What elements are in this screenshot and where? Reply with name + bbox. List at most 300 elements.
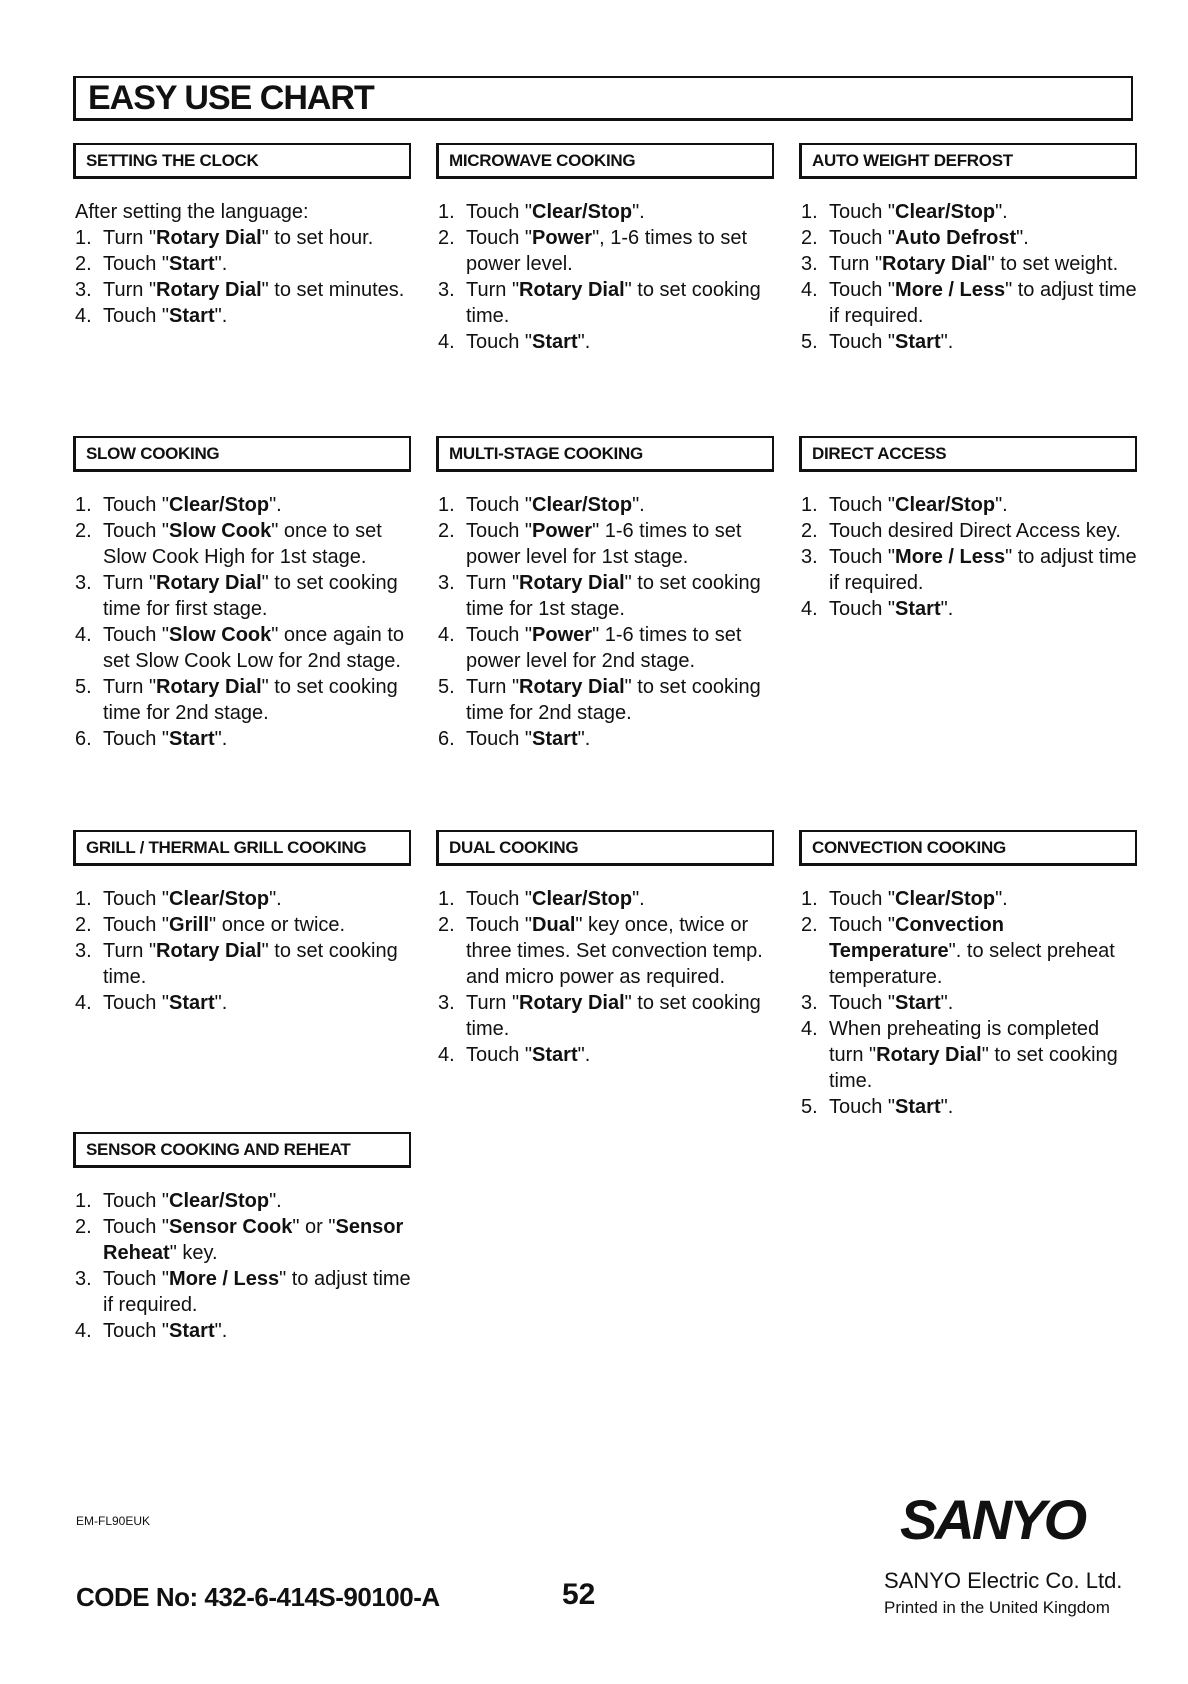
step-text-part: Touch "	[466, 888, 533, 910]
step-number: 3.	[75, 940, 92, 962]
step-text	[829, 544, 1137, 596]
step-text	[466, 674, 774, 726]
section-steps	[73, 886, 411, 1016]
step-text-part: ".	[214, 1320, 228, 1342]
step-text-part: When preheating is completed turn "	[829, 1018, 1100, 1066]
step-text	[466, 726, 774, 752]
key-name: Sensor Reheat	[103, 1216, 404, 1264]
step-text-part: ".	[632, 201, 645, 223]
step-number: 2.	[438, 914, 455, 936]
step-text	[466, 518, 774, 570]
step-text-part: Touch "	[103, 1268, 170, 1290]
step-text-part: Touch "	[829, 279, 896, 301]
step-item	[801, 886, 1137, 912]
step-text	[103, 570, 411, 622]
section	[73, 143, 411, 329]
step-item	[801, 912, 1137, 990]
key-name: Clear/Stop	[895, 201, 996, 223]
key-name: Rotary Dial	[519, 279, 625, 301]
step-item	[75, 492, 411, 518]
step-text	[466, 277, 774, 329]
key-name: Rotary Dial	[156, 572, 262, 594]
section-steps	[799, 199, 1137, 355]
step-text-part: ".	[577, 728, 591, 750]
step-number: 2.	[801, 914, 818, 936]
step-text-part: Touch "	[466, 624, 533, 646]
step-text	[829, 199, 1137, 225]
step-text-part: Touch "	[103, 624, 170, 646]
step-text-part: Touch "	[829, 494, 896, 516]
step-text-part: " to adjust time if required.	[829, 279, 1137, 327]
step-text-part: Touch "	[466, 227, 533, 249]
step-text-part: Touch "	[829, 598, 896, 620]
step-text	[103, 492, 411, 518]
step-text-part: " to set cooking time for 1st stage.	[466, 572, 761, 620]
key-name: Rotary Dial	[156, 676, 262, 698]
step-item	[75, 1214, 411, 1266]
step-item	[75, 1188, 411, 1214]
step-item	[438, 329, 774, 355]
step-item	[438, 726, 774, 752]
key-name: Clear/Stop	[169, 494, 270, 516]
step-text-part: Touch "	[103, 1320, 170, 1342]
step-text	[103, 674, 411, 726]
section	[436, 143, 774, 355]
step-text-part: ".	[269, 1190, 282, 1212]
step-number: 3.	[801, 546, 818, 568]
step-item	[75, 726, 411, 752]
step-text	[103, 225, 411, 251]
step-text-part: ".	[577, 331, 591, 353]
step-text-part: " to set cooking time.	[466, 992, 761, 1040]
step-text-part: " to set cooking time.	[103, 940, 398, 988]
step-text-part: ", 1-6 times to set power level.	[466, 227, 747, 275]
step-text-part: " to set cooking time for 2nd stage.	[466, 676, 761, 724]
section	[799, 436, 1137, 622]
step-text	[466, 886, 774, 912]
step-item	[801, 251, 1137, 277]
step-text	[103, 303, 411, 329]
key-name: Grill	[169, 914, 210, 936]
key-name: Rotary Dial	[156, 940, 262, 962]
step-number: 2.	[75, 520, 92, 542]
step-text-part: " to set hour.	[261, 227, 374, 249]
step-number: 3.	[801, 253, 818, 275]
section-steps	[436, 199, 774, 355]
step-text-part: Touch "	[103, 888, 170, 910]
key-name: Rotary Dial	[519, 572, 625, 594]
step-item	[801, 544, 1137, 596]
step-number: 1.	[801, 201, 818, 223]
step-text-part: Touch "	[103, 1190, 170, 1212]
key-name: Power	[532, 520, 593, 542]
step-item	[75, 303, 411, 329]
step-text-part: Touch "	[466, 520, 533, 542]
step-item	[438, 199, 774, 225]
step-text	[829, 912, 1137, 990]
step-text-part: ".	[214, 728, 228, 750]
step-item	[801, 199, 1137, 225]
step-text	[829, 1094, 1137, 1120]
step-text-part: " or "	[292, 1216, 336, 1238]
step-text	[829, 990, 1137, 1016]
key-name: Start	[169, 728, 215, 750]
step-number: 5.	[75, 676, 92, 698]
step-text-part: ".	[1016, 227, 1029, 249]
section-heading: SLOW COOKING	[73, 436, 411, 472]
key-name: Clear/Stop	[532, 888, 633, 910]
key-name: More / Less	[895, 279, 1006, 301]
step-item	[801, 329, 1137, 355]
key-name: Start	[532, 331, 578, 353]
step-item	[75, 251, 411, 277]
sanyo-logo: SANYO	[900, 1488, 1085, 1551]
step-text-part: ".	[632, 888, 645, 910]
step-number: 4.	[75, 992, 92, 1014]
step-item	[75, 674, 411, 726]
step-text-part: Touch "	[466, 494, 533, 516]
key-name: Slow Cook	[169, 520, 272, 542]
step-text	[103, 1214, 411, 1266]
step-number: 4.	[801, 1018, 818, 1040]
step-text	[103, 990, 411, 1016]
key-name: Rotary Dial	[882, 253, 988, 275]
step-number: 2.	[801, 227, 818, 249]
key-name: Slow Cook	[169, 624, 272, 646]
step-number: 1.	[75, 227, 92, 249]
step-text-part: " key.	[169, 1242, 218, 1264]
key-name: Rotary Dial	[519, 992, 625, 1014]
step-number: 2.	[75, 253, 92, 275]
step-text-part: " key once, twice or three times. Set convection temp. and micro power as required.	[466, 914, 763, 988]
key-name: Sensor Cook	[169, 1216, 293, 1238]
step-number: 4.	[438, 331, 455, 353]
key-name: Power	[532, 227, 593, 249]
section	[73, 1132, 411, 1344]
step-text	[103, 251, 411, 277]
step-number: 5.	[801, 1096, 818, 1118]
key-name: Start	[169, 1320, 215, 1342]
step-number: 4.	[438, 624, 455, 646]
step-text	[103, 886, 411, 912]
step-text-part: Touch "	[829, 331, 896, 353]
step-item	[801, 277, 1137, 329]
step-number: 3.	[438, 572, 455, 594]
section	[436, 436, 774, 752]
step-text-part: ".	[995, 494, 1008, 516]
step-text-part: Turn "	[103, 676, 157, 698]
step-text-part: Turn "	[466, 572, 520, 594]
step-number: 1.	[801, 888, 818, 910]
section-heading: DIRECT ACCESS	[799, 436, 1137, 472]
step-text-part: Touch "	[829, 914, 896, 936]
key-name: More / Less	[169, 1268, 280, 1290]
step-item	[438, 886, 774, 912]
step-text	[466, 225, 774, 277]
step-text-part: Turn "	[466, 279, 520, 301]
step-text	[103, 622, 411, 674]
key-name: Start	[169, 253, 215, 275]
step-item	[75, 225, 411, 251]
step-number: 4.	[801, 279, 818, 301]
step-text-part: " to adjust time if required.	[103, 1268, 411, 1316]
step-text	[829, 886, 1137, 912]
key-name: Clear/Stop	[895, 888, 996, 910]
step-item	[801, 596, 1137, 622]
key-name: Start	[895, 331, 941, 353]
step-number: 3.	[438, 992, 455, 1014]
step-text-part: Touch "	[103, 305, 170, 327]
model-number: EM-FL90EUK	[76, 1514, 151, 1528]
step-number: 3.	[75, 1268, 92, 1290]
step-text	[103, 938, 411, 990]
step-number: 4.	[801, 598, 818, 620]
section-steps	[799, 886, 1137, 1120]
step-text-part: Touch "	[103, 253, 170, 275]
key-name: Clear/Stop	[169, 888, 270, 910]
step-text-part: " once again to set Slow Cook Low for 2nd stage.	[103, 624, 405, 672]
step-text-part: Touch "	[829, 992, 896, 1014]
step-text	[466, 329, 774, 355]
step-text	[103, 1318, 411, 1344]
section-heading: MICROWAVE COOKING	[436, 143, 774, 179]
section	[73, 830, 411, 1016]
step-text	[466, 1042, 774, 1068]
key-name: Rotary Dial	[156, 227, 262, 249]
step-number: 3.	[75, 279, 92, 301]
step-item	[75, 277, 411, 303]
title-box	[73, 76, 1133, 121]
step-text-part: Touch "	[466, 914, 533, 936]
step-number: 1.	[801, 494, 818, 516]
step-item	[438, 518, 774, 570]
section-heading: SETTING THE CLOCK	[73, 143, 411, 179]
step-text-part: Turn "	[829, 253, 883, 275]
page-number: 52	[562, 1578, 596, 1611]
key-name: Start	[895, 1096, 941, 1118]
step-number: 3.	[438, 279, 455, 301]
step-text	[466, 990, 774, 1042]
step-item	[438, 990, 774, 1042]
step-text-part: ".	[214, 253, 228, 275]
step-text-part: Touch "	[829, 546, 896, 568]
step-text	[103, 277, 411, 303]
key-name: Start	[895, 598, 941, 620]
step-text-part: ".	[940, 1096, 954, 1118]
step-text-part: Touch "	[829, 1096, 896, 1118]
step-number: 1.	[438, 201, 455, 223]
step-text	[829, 518, 1137, 544]
section	[73, 436, 411, 752]
step-item	[801, 225, 1137, 251]
key-name: Dual	[532, 914, 576, 936]
key-name: Clear/Stop	[895, 494, 996, 516]
step-text-part: Touch "	[829, 201, 896, 223]
step-number: 6.	[438, 728, 455, 750]
step-text	[466, 199, 774, 225]
step-text-part: " 1-6 times to set power level for 1st stage.	[466, 520, 742, 568]
step-item	[75, 1318, 411, 1344]
step-number: 5.	[801, 331, 818, 353]
step-text-part: Turn "	[103, 572, 157, 594]
step-text-part: Touch "	[466, 1044, 533, 1066]
step-text-part: Turn "	[103, 940, 157, 962]
step-text-part: ".	[632, 494, 645, 516]
step-item	[438, 492, 774, 518]
printed-location: Printed in the United Kingdom	[884, 1598, 1110, 1617]
step-text	[466, 492, 774, 518]
section-steps	[73, 492, 411, 752]
step-text	[466, 570, 774, 622]
key-name: Rotary Dial	[156, 279, 262, 301]
step-item	[75, 622, 411, 674]
step-text	[103, 1188, 411, 1214]
key-name: Start	[895, 992, 941, 1014]
section-steps	[73, 1188, 411, 1344]
step-number: 1.	[438, 494, 455, 516]
step-text-part: Turn "	[103, 279, 157, 301]
section-heading: DUAL COOKING	[436, 830, 774, 866]
step-text	[829, 225, 1137, 251]
key-name: Auto Defrost	[895, 227, 1017, 249]
step-text-part: ".	[269, 494, 282, 516]
step-text-part: ".	[577, 1044, 591, 1066]
step-text-part: ".	[214, 305, 228, 327]
step-item	[801, 1094, 1137, 1120]
step-text-part: Touch "	[103, 1216, 170, 1238]
step-text	[466, 912, 774, 990]
key-name: Rotary Dial	[876, 1044, 982, 1066]
section-heading: SENSOR COOKING AND REHEAT	[73, 1132, 411, 1168]
step-item	[438, 570, 774, 622]
step-text-part: Touch "	[829, 227, 896, 249]
step-text-part: Turn "	[466, 676, 520, 698]
page-title: EASY USE CHART	[88, 79, 374, 117]
step-number: 2.	[438, 520, 455, 542]
step-text-part: ".	[269, 888, 282, 910]
step-text-part: Touch desired Direct Access key.	[829, 520, 1121, 542]
step-number: 6.	[75, 728, 92, 750]
step-text	[829, 277, 1137, 329]
key-name: Clear/Stop	[169, 1190, 270, 1212]
step-item	[75, 938, 411, 990]
step-text-part: Touch "	[103, 914, 170, 936]
step-item	[438, 622, 774, 674]
section-steps	[73, 199, 411, 329]
step-number: 1.	[75, 1190, 92, 1212]
section-heading: GRILL / THERMAL GRILL COOKING	[73, 830, 411, 866]
step-text	[829, 251, 1137, 277]
section-heading: CONVECTION COOKING	[799, 830, 1137, 866]
step-text	[829, 329, 1137, 355]
key-name: Clear/Stop	[532, 201, 633, 223]
step-number: 2.	[438, 227, 455, 249]
key-name: More / Less	[895, 546, 1006, 568]
step-text-part: " to set cooking time.	[829, 1044, 1118, 1092]
section-steps	[436, 492, 774, 752]
step-text-part: ".	[995, 888, 1008, 910]
step-item	[75, 518, 411, 570]
key-name: Convection Temperature	[829, 914, 1004, 962]
step-number: 4.	[75, 624, 92, 646]
key-name: Start	[169, 992, 215, 1014]
step-item	[75, 570, 411, 622]
section-steps	[436, 886, 774, 1068]
step-text-part: Touch "	[103, 728, 170, 750]
step-item	[75, 912, 411, 938]
step-number: 5.	[438, 676, 455, 698]
step-text-part: ".	[940, 992, 954, 1014]
step-text	[829, 1016, 1137, 1094]
step-text	[103, 912, 411, 938]
step-item	[438, 912, 774, 990]
step-item	[438, 225, 774, 277]
step-text-part: Touch "	[103, 992, 170, 1014]
code-number: CODE No: 432-6-414S-90100-A	[76, 1582, 440, 1612]
step-number: 4.	[438, 1044, 455, 1066]
step-text-part: " to set weight.	[987, 253, 1119, 275]
key-name: Power	[532, 624, 593, 646]
step-text-part: ". to select preheat temperature.	[829, 940, 1115, 988]
step-text-part: Turn "	[466, 992, 520, 1014]
step-text	[829, 596, 1137, 622]
key-name: Rotary Dial	[519, 676, 625, 698]
step-item	[801, 518, 1137, 544]
step-text	[103, 1266, 411, 1318]
step-number: 1.	[75, 494, 92, 516]
company-name: SANYO Electric Co. Ltd.	[884, 1568, 1123, 1593]
step-text-part: Touch "	[466, 728, 533, 750]
step-item	[801, 990, 1137, 1016]
step-text-part: " once or twice.	[209, 914, 346, 936]
step-text-part: " 1-6 times to set power level for 2nd stage.	[466, 624, 742, 672]
step-item	[75, 1266, 411, 1318]
section-heading: AUTO WEIGHT DEFROST	[799, 143, 1137, 179]
step-text	[103, 726, 411, 752]
step-number: 4.	[75, 305, 92, 327]
step-text	[829, 492, 1137, 518]
step-number: 3.	[801, 992, 818, 1014]
step-text-part: ".	[214, 992, 228, 1014]
step-number: 4.	[75, 1320, 92, 1342]
step-text-part: Turn "	[103, 227, 157, 249]
section-steps	[799, 492, 1137, 622]
step-number: 2.	[75, 1216, 92, 1238]
step-text	[466, 622, 774, 674]
step-text-part: Touch "	[103, 494, 170, 516]
step-text	[103, 518, 411, 570]
step-number: 3.	[75, 572, 92, 594]
step-item	[75, 886, 411, 912]
step-number: 2.	[801, 520, 818, 542]
step-number: 2.	[75, 914, 92, 936]
step-text-part: Touch "	[466, 331, 533, 353]
step-text-part: " to set cooking time.	[466, 279, 761, 327]
step-text-part: " once to set Slow Cook High for 1st stage.	[103, 520, 382, 568]
step-number: 1.	[75, 888, 92, 910]
step-item	[438, 674, 774, 726]
key-name: Start	[532, 728, 578, 750]
section	[436, 830, 774, 1068]
step-item	[438, 1042, 774, 1068]
step-text-part: Touch "	[103, 520, 170, 542]
step-text-part: ".	[940, 331, 954, 353]
step-text-part: ".	[995, 201, 1008, 223]
section	[799, 143, 1137, 355]
step-text-part: " to set minutes.	[261, 279, 405, 301]
key-name: Clear/Stop	[532, 494, 633, 516]
step-item	[75, 990, 411, 1016]
